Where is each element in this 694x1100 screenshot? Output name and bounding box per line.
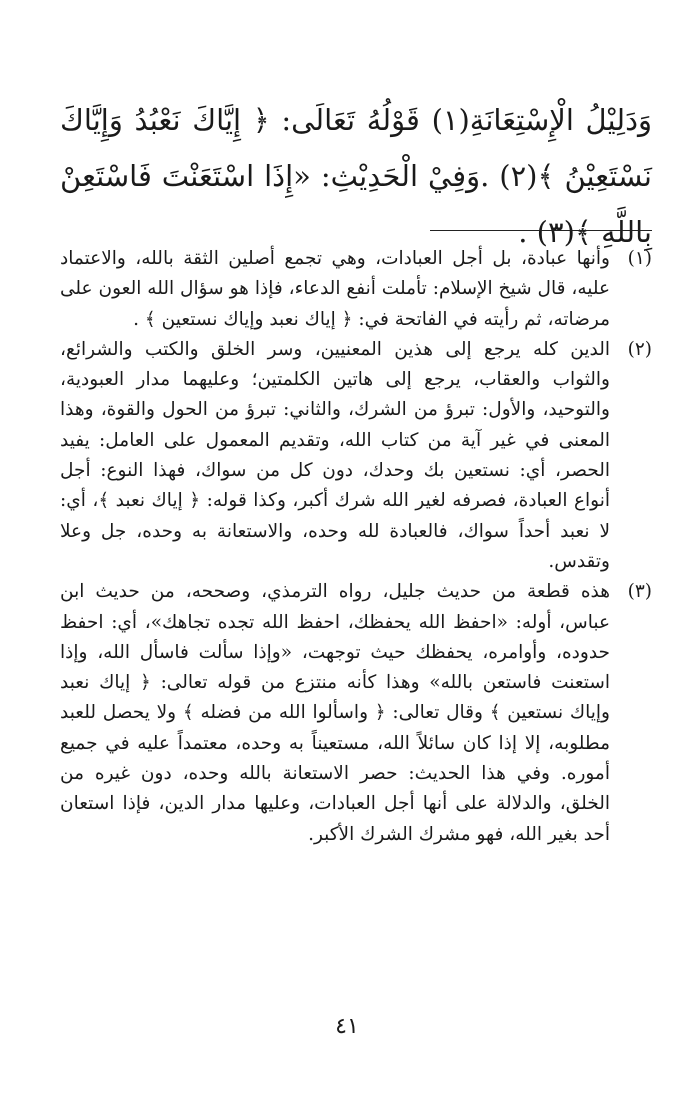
footnote-number: (١): [627, 248, 652, 269]
main-text-paragraph: وَدَلِيْلُ الْإِسْتِعَانَةِ(١) قَوْلُهُ تَعَالَى: ﴿ إِيَّاكَ نَعْبُدُ وَإِيَّاكَ نَسْتَعِيْنُ ﴾(٢) .وَفِيْ الْحَدِيْثِ: «إِذَا اسْتَعَنْتَ فَاسْتَعِنْ بِاللَّهِ ﴾(٣) .: [60, 103, 652, 249]
footnote-number: (٢): [627, 338, 652, 360]
footnote-divider: [430, 230, 652, 231]
footnote-text: الدين كله يرجع إلى هذين المعنيين، وسر الخلق والكتب والشرائع، والثواب والعقاب، يرجع إلى هاتين الكلمتين؛ وعليهما مدار العبودية، والتوحيد، والأول: تبرؤ من الشرك، والثاني: تبرؤ من الحول والقوة، وهذا المعنى في غير آية من كتاب الله، وتقديم المعمول على العامل: يفيد الحصر، أي: نستعين بك وحدك، دون كل من سواك، فهذا النوع: أجل أنواع العبادة، فصرفه لغير الله شرك أكبر، وكذا قوله: ﴿ إياك نعبد ﴾، أي: لا نعبد أحداً سواك، فالعبادة لله وحده، والاستعانة به وحده، جل وعلا وتقدس.: [60, 338, 610, 572]
footnote-1: [60, 244, 652, 335]
footnote-text: وأنها عبادة، بل أجل العبادات، وهي تجمع أصلين الثقة بالله، والاعتماد عليه، قال شيخ الإسلام: تأملت أنفع الدعاء، فإذا هو سؤال الله العون على مرضاته، ثم رأيته في الفاتحة في: ﴿ إياك نعبد وإياك نستعين ﴾ .: [60, 248, 610, 330]
footnote-number: (٣): [627, 581, 652, 603]
footnote-text: هذه قطعة من حديث جليل، رواه الترمذي، وصححه، من حديث ابن عباس، أوله: «احفظ الله يحفظك، احفظ الله تجده تجاهك»، أي: احفظ حدوده، وأوامره، يحفظك حيث توجهت، «وإذا سألت فاسأل الله، وإذا استعنت فاستعن بالله» وهذا كأنه منتزع من قوله تعالى: ﴿ إياك نعبد وإياك نستعين ﴾ وقال تعالى: ﴿ واسألوا الله من فضله ﴾ ولا يحصل للعبد مطلوبه، إلا إذا كان سائلاً الله، مستعيناً به وحده، معتمداً عليه في جميع أموره. وفي هذا الحديث: حصر الاستعانة بالله وحده، دون غيره من الخلق، والدلالة على أنها أجل العبادات، وعليها مدار الدين، فإذا استعان أحد بغير الله، فهو مشرك الشرك الأكبر.: [60, 581, 610, 845]
footnote-2: [60, 335, 652, 577]
page-number: ٤١: [335, 1014, 359, 1039]
footnotes-section: [60, 244, 652, 850]
footnote-3: [60, 577, 652, 850]
